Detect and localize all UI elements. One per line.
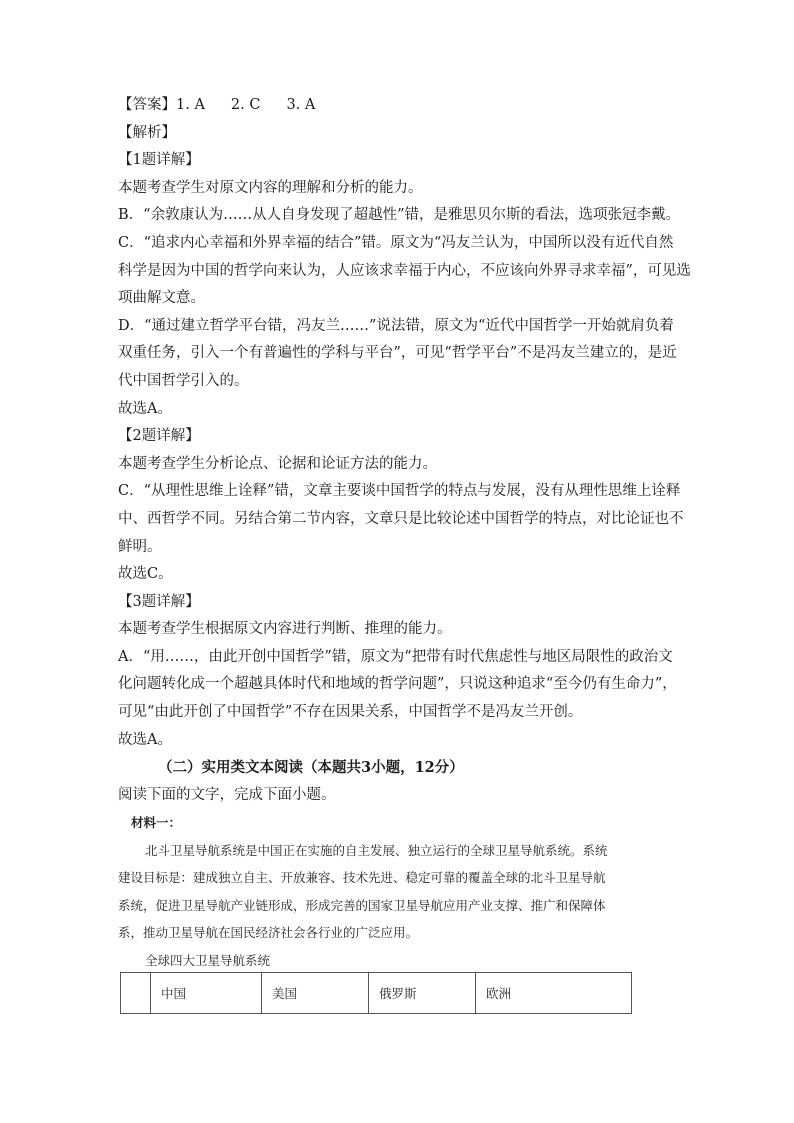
q1-line: 故选A。 (118, 400, 172, 417)
material-label: 材料一： (131, 815, 182, 831)
q1-line: 代中国哲学引入的。 (118, 372, 249, 389)
material-line: 建设目标是：建成独立自主、开放兼容、技术先进、稳定可靠的覆盖全球的北斗卫星导航 (118, 870, 606, 886)
answer-line (118, 92, 678, 120)
q2-line: 故选C。 (118, 566, 173, 583)
section-heading: （二）实用类文本阅读（本题共3小题，12分） (158, 759, 464, 777)
q2-line: C．“从理性思维上诠释”错，文章主要谈中国哲学的特点与发展，没有从理性思维上诠释 (118, 483, 681, 500)
q3-line: 可见“由此开创了中国哲学”不存在因果关系，中国哲学不是冯友兰开创。 (118, 704, 583, 721)
q1-line: B．“余敦康认为……从人自身发现了超越性”错，是雅思贝尔斯的看法，选项张冠李戴。 (118, 207, 680, 224)
q2-line: 本题考查学生分析论点、论据和论证方法的能力。 (118, 455, 437, 472)
q3-line: A．“用……，由此开创中国哲学”错，原文为“把带有时代焦虑性与地区局限性的政治文 (118, 648, 673, 665)
answer-item: 3. A (286, 97, 316, 113)
material-line: 北斗卫星导航系统是中国正在实施的自主发展、独立运行的全球卫星导航系统。系统 (145, 842, 608, 858)
table-cell: 中国 (151, 973, 262, 1014)
table-caption: 全球四大卫星导航系统 (145, 952, 271, 968)
table-cell: 美国 (262, 973, 369, 1014)
answer-item: 2. C (230, 97, 261, 113)
q1-line: 本题考查学生对原文内容的理解和分析的能力。 (118, 179, 423, 196)
analysis-label: 【解析】 (118, 124, 176, 141)
q2-line: 中、西哲学不同。另结合第二节内容，文章只是比较论述中国哲学的特点，对比论证也不 (118, 510, 684, 527)
q2-heading: 【2题详解】 (118, 428, 200, 445)
material-line: 系统，促进卫星导航产业链形成，形成完善的国家卫星导航应用产业支撑、推广和保障体 (118, 897, 606, 913)
q1-line: 双重任务，引入一个有普遍性的学科与平台”，可见“哲学平台”不是冯友兰建立的，是近 (118, 345, 677, 362)
q1-line: 项曲解文意。 (118, 290, 205, 307)
q3-line: 本题考查学生根据原文内容进行判断、推理的能力。 (118, 621, 452, 638)
satellite-systems-table (120, 972, 632, 1014)
q3-heading: 【3题详解】 (118, 593, 200, 610)
q3-line: 化问题转化成一个超越具体时代和地域的哲学问题”，只说这种追求“至今仍有生命力”， (118, 676, 677, 693)
answer-item: 1. A (176, 97, 205, 113)
q3-line: 故选A。 (118, 731, 172, 748)
material-line: 系，推动卫星导航在国民经济社会各行业的广泛应用。 (118, 925, 419, 941)
q1-heading: 【1题详解】 (118, 152, 200, 169)
table-cell: 俄罗斯 (369, 973, 476, 1014)
table-cell: 欧洲 (476, 973, 632, 1014)
q2-line: 鲜明。 (118, 538, 162, 555)
section-instruction: 阅读下面的文字，完成下面小题。 (118, 786, 336, 803)
q1-line: 科学是因为中国的哲学向来认为，人应该求幸福于内心，不应该向外界寻求幸福”，可见选 (118, 262, 691, 279)
table-cell (121, 973, 151, 1014)
answer-label: 【答案】 (118, 97, 176, 113)
q1-line: C．“追求内心幸福和外界幸福的结合”错。原文为“冯友兰认为，中国所以没有近代自然 (118, 234, 674, 251)
q1-line: D．“通过建立哲学平台错，冯友兰……”说法错，原文为“近代中国哲学一开始就肩负着 (118, 317, 674, 334)
table-row (121, 973, 632, 1014)
document-page (118, 92, 691, 974)
